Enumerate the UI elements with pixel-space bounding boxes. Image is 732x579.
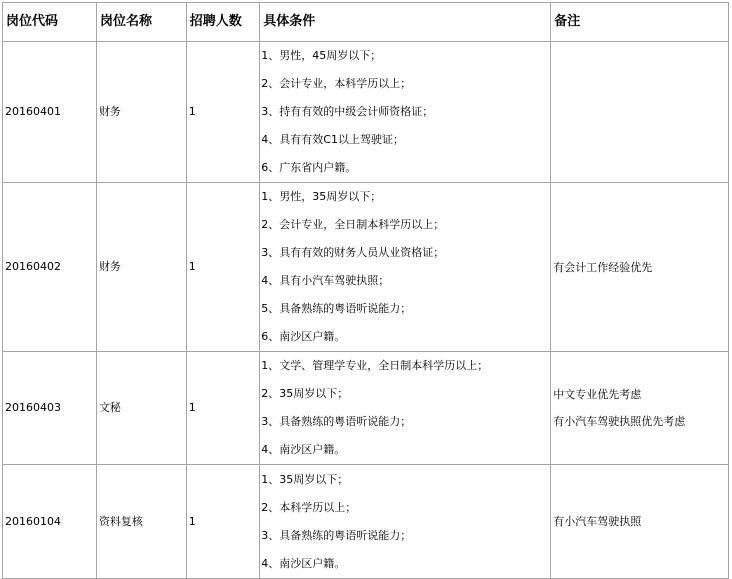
notes-cell [551,42,729,183]
condition-item: 6、南沙区户籍。 [261,330,346,343]
position-code: 20160104 [3,465,97,579]
condition-item: 4、南沙区户籍。 [261,556,346,570]
header-name: 岗位名称 [96,3,186,42]
notes-cell [551,352,729,465]
conditions-cell [260,42,551,183]
condition-item: 1、文学、管理学专业，全日制本科学历以上； [261,359,489,372]
condition-item: 2、会计专业，全日制本科学历以上； [261,218,445,231]
hire-count: 1 [186,352,260,465]
position-name: 财务 [96,42,186,183]
header-row [3,3,729,42]
condition-item: 1、男性，35周岁以下； [261,190,382,203]
condition-item: 4、具有小汽车驾驶执照； [261,274,390,287]
position-code: 20160401 [3,42,97,183]
table-row [3,352,729,465]
header-notes: 备注 [551,3,729,42]
condition-item: 2、35周岁以下； [261,387,349,400]
condition-item: 2、会计专业，本科学历以上； [261,77,412,90]
condition-item: 1、男性，45周岁以下； [261,49,382,62]
condition-item: 6、广东省内户籍。 [261,161,357,174]
condition-item: 3、具备熟练的粤语听说能力； [261,528,412,542]
header-code: 岗位代码 [3,3,97,42]
condition-item: 3、具有有效的财务人员从业资格证； [261,246,445,259]
hire-count: 1 [186,42,260,183]
note-line: 有小汽车驾驶执照优先考虑 [553,415,686,428]
recruitment-table [2,2,729,579]
notes-cell [551,183,729,352]
note-line: 有会计工作经验优先 [553,260,653,274]
position-code: 20160402 [3,183,97,352]
table-row [3,42,729,183]
position-name: 资料复核 [96,465,186,579]
header-conditions: 具体条件 [260,3,551,42]
condition-item: 3、具备熟练的粤语听说能力； [261,415,412,428]
note-line: 中文专业优先考虑 [553,388,642,401]
hire-count: 1 [186,183,260,352]
conditions-list [260,466,550,578]
condition-item: 4、南沙区户籍。 [261,443,346,456]
condition-item: 2、本科学历以上； [261,500,357,514]
conditions-cell [260,352,551,465]
condition-item: 4、具有有效C1以上驾驶证； [261,133,404,146]
conditions-list [260,352,550,464]
conditions-list [260,183,550,351]
position-name: 财务 [96,183,186,352]
condition-item: 5、具备熟练的粤语听说能力； [261,302,412,315]
condition-item: 3、持有有效的中级会计师资格证； [261,105,434,118]
conditions-list [260,42,550,182]
condition-item: 1、35周岁以下； [261,472,349,486]
table-row [3,183,729,352]
position-code: 20160403 [3,352,97,465]
conditions-cell [260,183,551,352]
header-count: 招聘人数 [186,3,260,42]
note-line: 有小汽车驾驶执照 [553,515,642,528]
position-name: 文秘 [96,352,186,465]
conditions-cell [260,465,551,579]
hire-count: 1 [186,465,260,579]
table-row [3,465,729,579]
notes-cell [551,465,729,579]
